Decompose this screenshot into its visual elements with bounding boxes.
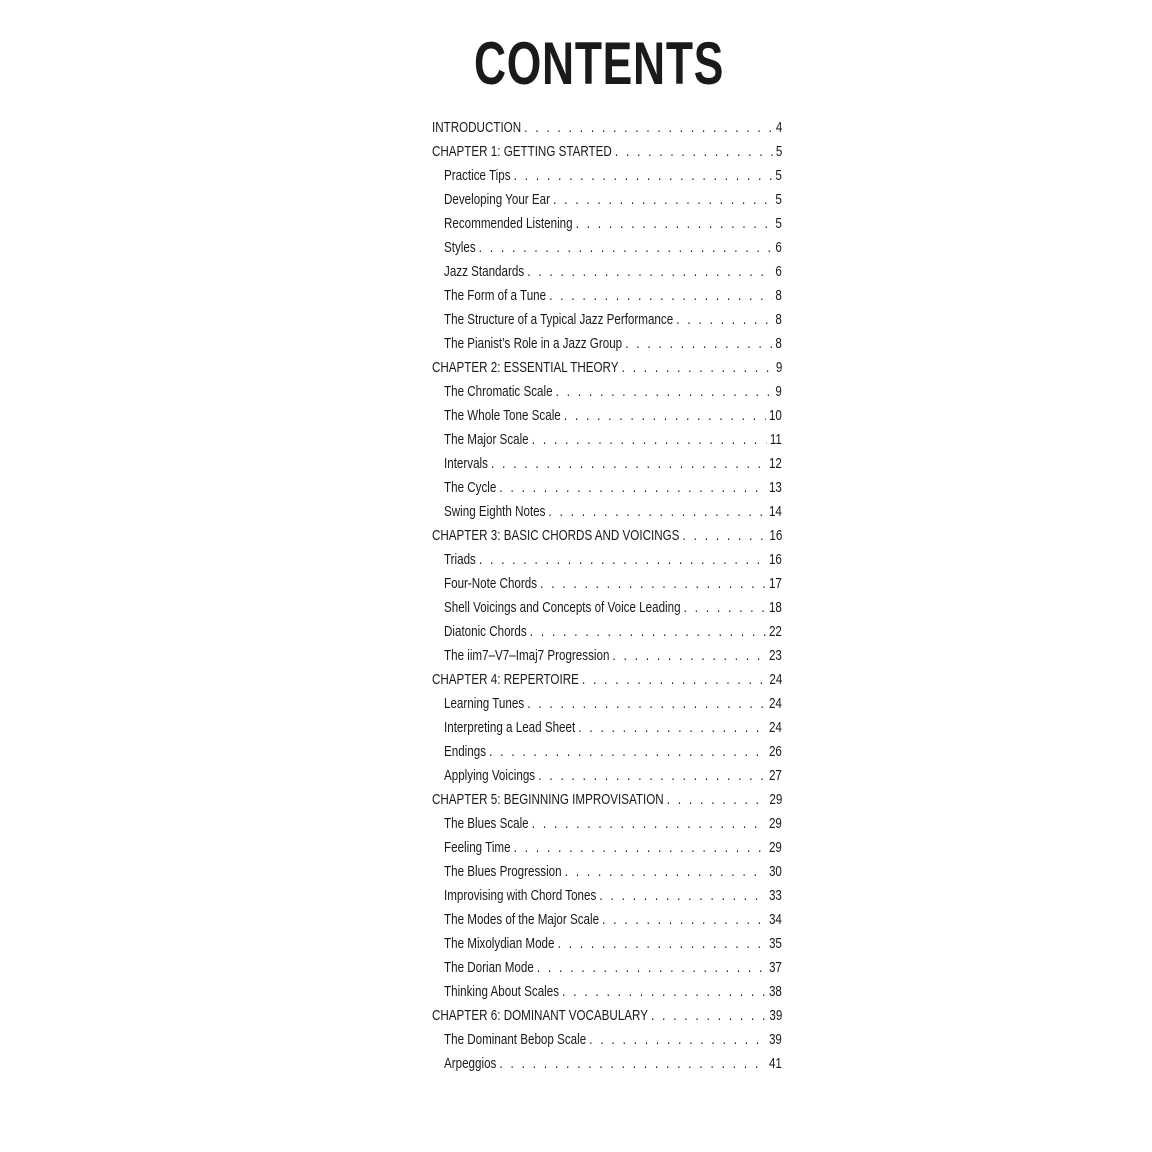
dot-leader bbox=[499, 476, 765, 500]
dot-leader bbox=[613, 644, 766, 668]
toc-entry-page-number: 22 bbox=[768, 623, 782, 640]
dot-leader bbox=[537, 956, 766, 980]
toc-entry-page-number: 29 bbox=[768, 839, 782, 856]
toc-entry-page-number: 16 bbox=[768, 551, 782, 568]
toc-entry-title: The Modes of the Major Scale bbox=[444, 911, 600, 928]
toc-entry-page-number: 29 bbox=[769, 791, 783, 808]
dot-leader bbox=[479, 548, 766, 572]
toc-entry-page-number: 17 bbox=[768, 575, 782, 592]
toc-entry-section bbox=[432, 284, 782, 308]
dot-leader bbox=[564, 404, 766, 428]
toc-entry-section bbox=[432, 572, 782, 596]
dot-leader bbox=[527, 692, 766, 716]
toc-entry-title: Developing Your Ear bbox=[444, 191, 550, 208]
toc-entry-title: Feeling Time bbox=[444, 839, 511, 856]
toc-entry-page-number: 39 bbox=[769, 1007, 783, 1024]
dot-leader bbox=[625, 332, 772, 356]
toc-entry-title: The Form of a Tune bbox=[444, 287, 547, 304]
toc-entry-section bbox=[432, 164, 782, 188]
dot-leader bbox=[549, 500, 766, 524]
toc-entry-page-number: 8 bbox=[775, 287, 782, 304]
toc-entry-section bbox=[432, 236, 782, 260]
toc-entry-title: The Major Scale bbox=[444, 431, 529, 448]
toc-entry-title: CHAPTER 4: REPERTOIRE bbox=[432, 671, 579, 688]
toc-entry-title: CHAPTER 5: BEGINNING IMPROVISATION bbox=[432, 791, 664, 808]
dot-leader bbox=[499, 1052, 765, 1076]
dot-leader bbox=[684, 596, 766, 620]
dot-leader bbox=[589, 1028, 766, 1052]
dot-leader bbox=[479, 236, 773, 260]
toc-entry-page-number: 4 bbox=[775, 119, 783, 136]
dot-leader bbox=[676, 308, 772, 332]
toc-entry-title: Triads bbox=[444, 551, 476, 568]
dot-leader bbox=[602, 908, 766, 932]
toc-entry-title: The Blues Progression bbox=[444, 863, 562, 880]
dot-leader bbox=[540, 572, 766, 596]
toc-entry-title: Jazz Standards bbox=[444, 263, 525, 280]
toc-entry-title: Styles bbox=[444, 239, 476, 256]
toc-entry-title: The iim7–V7–Imaj7 Progression bbox=[444, 647, 610, 664]
toc-entry-section bbox=[432, 956, 782, 980]
toc-entry-section bbox=[432, 260, 782, 284]
dot-leader bbox=[514, 164, 773, 188]
toc-entry-section bbox=[432, 836, 782, 860]
toc-entry-chapter bbox=[432, 356, 782, 380]
toc-entry-page-number: 16 bbox=[769, 527, 783, 544]
toc-entry-title: Shell Voicings and Concepts of Voice Leading bbox=[444, 599, 681, 616]
toc-entry-section bbox=[432, 884, 782, 908]
toc-entry-title: CHAPTER 2: ESSENTIAL THEORY bbox=[432, 359, 619, 376]
toc-entry-title: The Dorian Mode bbox=[444, 959, 534, 976]
toc-entry-section bbox=[432, 908, 782, 932]
toc-entry-title: Thinking About Scales bbox=[444, 983, 560, 1000]
toc-entry-section bbox=[432, 500, 782, 524]
toc-entry-page-number: 33 bbox=[768, 887, 782, 904]
toc-entry-section bbox=[432, 1028, 782, 1052]
toc-entry-chapter bbox=[432, 140, 782, 164]
toc-entry-page-number: 39 bbox=[768, 1031, 782, 1048]
table-of-contents bbox=[432, 116, 782, 1076]
dot-leader bbox=[615, 140, 773, 164]
toc-entry-section bbox=[432, 644, 782, 668]
toc-entry-page-number: 8 bbox=[775, 311, 782, 328]
toc-entry-title: CHAPTER 1: GETTING STARTED bbox=[432, 143, 612, 160]
toc-entry-section bbox=[432, 332, 782, 356]
dot-leader bbox=[562, 980, 766, 1004]
toc-entry-title: INTRODUCTION bbox=[432, 119, 522, 136]
toc-entry-section bbox=[432, 188, 782, 212]
dot-leader bbox=[565, 860, 766, 884]
dot-leader bbox=[622, 356, 773, 380]
toc-entry-section bbox=[432, 980, 782, 1004]
toc-entry-section bbox=[432, 476, 782, 500]
toc-entry-title: The Cycle bbox=[444, 479, 497, 496]
toc-entry-title: Intervals bbox=[444, 455, 488, 472]
toc-entry-page-number: 5 bbox=[775, 143, 783, 160]
toc-entry-chapter bbox=[432, 788, 782, 812]
toc-entry-page-number: 5 bbox=[775, 167, 782, 184]
toc-entry-section bbox=[432, 764, 782, 788]
toc-entry-section bbox=[432, 692, 782, 716]
toc-entry-page-number: 38 bbox=[768, 983, 782, 1000]
toc-entry-page-number: 23 bbox=[768, 647, 782, 664]
toc-entry-page-number: 6 bbox=[775, 263, 782, 280]
toc-entry-page-number: 27 bbox=[768, 767, 782, 784]
toc-entry-page-number: 9 bbox=[775, 383, 782, 400]
dot-leader bbox=[556, 380, 773, 404]
toc-entry-section bbox=[432, 212, 782, 236]
toc-entry-title: The Chromatic Scale bbox=[444, 383, 553, 400]
toc-entry-section bbox=[432, 740, 782, 764]
page-title: CONTENTS bbox=[473, 30, 725, 97]
toc-entry-title: Applying Voicings bbox=[444, 767, 536, 784]
toc-entry-title: CHAPTER 6: DOMINANT VOCABULARY bbox=[432, 1007, 648, 1024]
toc-entry-page-number: 30 bbox=[768, 863, 782, 880]
toc-entry-page-number: 11 bbox=[769, 431, 782, 448]
toc-entry-page-number: 12 bbox=[768, 455, 782, 472]
dot-leader bbox=[599, 884, 765, 908]
toc-entry-section bbox=[432, 596, 782, 620]
toc-entry-title: The Structure of a Typical Jazz Performance bbox=[444, 311, 674, 328]
toc-entry-title: Diatonic Chords bbox=[444, 623, 527, 640]
toc-entry-title: CHAPTER 3: BASIC CHORDS AND VOICINGS bbox=[432, 527, 680, 544]
toc-entry-chapter bbox=[432, 668, 782, 692]
toc-entry-section bbox=[432, 1052, 782, 1076]
dot-leader bbox=[651, 1004, 766, 1028]
toc-entry-title: Recommended Listening bbox=[444, 215, 573, 232]
toc-entry-title: The Dominant Bebop Scale bbox=[444, 1031, 587, 1048]
toc-entry-title: Swing Eighth Notes bbox=[444, 503, 546, 520]
dot-leader bbox=[549, 284, 772, 308]
toc-entry-page-number: 5 bbox=[775, 215, 782, 232]
toc-entry-title: Learning Tunes bbox=[444, 695, 525, 712]
toc-entry-page-number: 10 bbox=[768, 407, 782, 424]
toc-entry-page-number: 37 bbox=[768, 959, 782, 976]
dot-leader bbox=[538, 764, 766, 788]
dot-leader bbox=[489, 740, 766, 764]
toc-entry-title: The Mixolydian Mode bbox=[444, 935, 555, 952]
dot-leader bbox=[578, 716, 766, 740]
toc-entry-page-number: 41 bbox=[768, 1055, 782, 1072]
toc-entry-page-number: 5 bbox=[775, 191, 782, 208]
toc-entry-page-number: 18 bbox=[768, 599, 782, 616]
dot-leader bbox=[576, 212, 773, 236]
dot-leader bbox=[524, 116, 773, 140]
dot-leader bbox=[527, 260, 772, 284]
toc-entry-title: The Pianist’s Role in a Jazz Group bbox=[444, 335, 623, 352]
dot-leader bbox=[667, 788, 766, 812]
toc-entry-page-number: 9 bbox=[775, 359, 783, 376]
toc-entry-section bbox=[432, 404, 782, 428]
toc-entry-section bbox=[432, 452, 782, 476]
toc-entry-page-number: 35 bbox=[768, 935, 782, 952]
dot-leader bbox=[530, 620, 766, 644]
dot-leader bbox=[553, 188, 772, 212]
dot-leader bbox=[532, 812, 766, 836]
toc-entry-page-number: 24 bbox=[768, 719, 782, 736]
toc-entry-title: Arpeggios bbox=[444, 1055, 497, 1072]
toc-entry-page-number: 8 bbox=[775, 335, 782, 352]
toc-entry-page-number: 6 bbox=[775, 239, 782, 256]
toc-entry-chapter bbox=[432, 524, 782, 548]
toc-entry-title: Four-Note Chords bbox=[444, 575, 538, 592]
toc-entry-title: Improvising with Chord Tones bbox=[444, 887, 597, 904]
toc-entry-page-number: 14 bbox=[768, 503, 782, 520]
toc-entry-section bbox=[432, 428, 782, 452]
toc-entry-page-number: 24 bbox=[769, 671, 783, 688]
dot-leader bbox=[683, 524, 767, 548]
toc-entry-page-number: 13 bbox=[768, 479, 782, 496]
toc-entry-title: Practice Tips bbox=[444, 167, 511, 184]
toc-entry-page-number: 29 bbox=[768, 815, 782, 832]
toc-entry-page-number: 26 bbox=[768, 743, 782, 760]
toc-entry-section bbox=[432, 308, 782, 332]
toc-entry-title: The Blues Scale bbox=[444, 815, 529, 832]
toc-entry-section bbox=[432, 548, 782, 572]
toc-entry-title: The Whole Tone Scale bbox=[444, 407, 561, 424]
toc-entry-chapter bbox=[432, 1004, 782, 1028]
dot-leader bbox=[532, 428, 767, 452]
toc-entry-section bbox=[432, 932, 782, 956]
toc-entry-chapter bbox=[432, 116, 782, 140]
toc-entry-title: Endings bbox=[444, 743, 487, 760]
toc-entry-section bbox=[432, 716, 782, 740]
dot-leader bbox=[514, 836, 766, 860]
toc-entry-page-number: 34 bbox=[768, 911, 782, 928]
toc-entry-page-number: 24 bbox=[768, 695, 782, 712]
toc-entry-section bbox=[432, 812, 782, 836]
toc-entry-section bbox=[432, 380, 782, 404]
toc-entry-title: Interpreting a Lead Sheet bbox=[444, 719, 576, 736]
dot-leader bbox=[558, 932, 766, 956]
toc-entry-section bbox=[432, 860, 782, 884]
toc-entry-section bbox=[432, 620, 782, 644]
dot-leader bbox=[491, 452, 766, 476]
dot-leader bbox=[582, 668, 766, 692]
